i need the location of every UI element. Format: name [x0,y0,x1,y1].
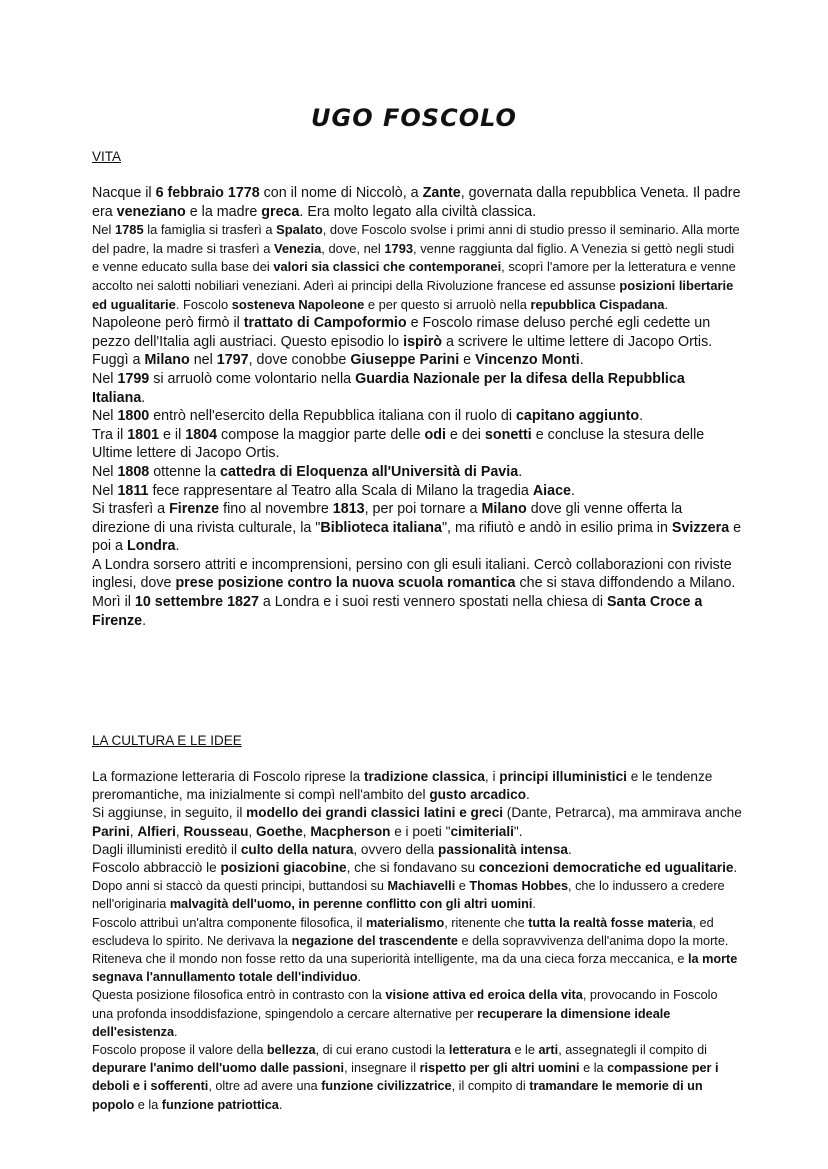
bold-text-run: 1785 [114,222,144,238]
bold-text-run: Londra [126,538,176,555]
bold-text-run: Venezia [274,240,322,256]
bold-text-run: valori sia classici che contemporanei [273,259,502,275]
bold-text-run: trattato di Campoformio [243,315,407,332]
bold-text-run: Guardia Nazionale per la difesa della Repubblica Italiana [92,370,685,406]
text-run: La formazione letteraria di Foscolo riprese la [92,769,365,784]
text-run: dove gli venne offerta la direzione di una rivista culturale, la " [92,501,683,536]
text-run: con il nome di Niccolò, a [259,185,423,201]
text-run: e le [510,1043,539,1058]
text-run: e le tendenze preromantiche, ma inizialmente si compì nell'ambito del [92,769,713,803]
text-run: ottenne la [149,463,220,480]
bold-text-run: 1797 [216,352,249,369]
bold-text-run: Vincenzo Monti [475,352,580,369]
text-run: (Dante, Petrarca), ma ammirava anche [503,805,742,821]
text-run: e [459,352,476,369]
text-run: , provocando in Foscolo una profonda insoddisfazione, spingendolo a cercare alternative per [92,988,718,1021]
text-run: . [639,408,644,425]
text-run: , assegnategli il compito di [558,1043,707,1058]
bold-text-run: modello dei grandi classici latini e greci [246,805,504,821]
bold-text-run: arti [538,1043,559,1058]
text-run: e poi a [92,519,742,555]
text-run: , scoprì l'amore per la letteratura e venne accolto nei salotti nobiliari veneziani. Aderì ai principi della Rivoluzione francese ed assunse [92,259,736,293]
bold-text-run: principi illuministici [499,769,627,784]
bold-text-run: tramandare le memorie di un popolo [92,1079,703,1112]
text-run: A Londra sorsero attriti e incomprensioni, persino con gli esuli italiani. Cercò collaborazioni con riviste inglesi, dove [92,556,732,592]
bold-text-run: 1793 [384,240,414,256]
paragraph [92,556,742,593]
bold-text-run: rispetto per gli altri uomini [419,1061,580,1076]
bold-text-run: Firenze [169,501,220,518]
bold-text-run: 1804 [185,426,218,443]
text-run: . [518,463,523,480]
bold-text-run: 1811 [117,482,149,499]
bold-text-run: Goethe [255,823,303,839]
text-run: , [302,823,311,839]
paragraph [92,314,742,351]
bold-text-run: Macpherson [310,823,391,839]
text-run: Si aggiunse, in seguito, il [92,805,247,821]
bold-text-run: Zante [422,185,461,201]
bold-text-run: compassione per i deboli e i sofferenti [92,1061,719,1094]
text-run: compose la maggior parte delle [217,426,425,443]
bold-text-run: 1799 [117,370,150,387]
text-run: . [733,860,738,876]
bold-text-run: concezioni democratiche ed ugualitarie [478,860,734,876]
text-run: e il [159,426,186,443]
bold-text-run: sosteneva Napoleone [231,296,365,312]
text-run: , il compito di [451,1079,530,1094]
text-run: Si trasferì a [92,501,170,518]
bold-text-run: bellezza [266,1043,316,1058]
text-run: . [532,897,536,912]
text-run: Tra il [92,426,128,443]
text-run: , per poi tornare a [364,501,482,518]
paragraph [92,986,742,1041]
paragraph [92,426,742,463]
bold-text-run: greca [261,203,300,220]
text-run: . [357,970,361,985]
bold-text-run: posizioni libertarie ed ugualitarie [92,277,734,312]
text-run: Nacque il [92,185,156,201]
paragraph [92,914,742,987]
text-run: . [174,1024,178,1039]
text-run: la famiglia si trasferì a [143,222,277,238]
section-heading-cultura: LA CULTURA E LE IDEE [92,733,242,748]
bold-text-run: cattedra di Eloquenza all'Università di Pavia [220,463,519,480]
text-run: , ed escludeva lo spirito. Ne derivava la [92,915,714,948]
bold-text-run: 1813 [332,501,365,518]
text-run: . [571,482,575,499]
bold-text-run: Biblioteca italiana [320,519,442,536]
bold-text-run: funzione civilizzatrice [321,1079,452,1094]
bold-text-run: passionalità intensa [438,841,568,857]
text-run: . [141,389,146,406]
text-run: . Era molto legato alla civiltà classica. [299,203,537,220]
text-run: e la madre [185,203,262,220]
bold-text-run: 1800 [117,408,150,425]
bold-text-run: Alfieri [137,823,176,839]
text-run: ", ma rifiutò e andò in esilio prima in [441,519,672,536]
text-run: ". [513,823,523,839]
bold-text-run: tutta la realtà fosse materia [528,915,693,930]
section-heading-vita: VITA [92,149,122,164]
text-run: e della sopravvivenza dell'anima dopo la morte. Riteneva che il mondo non fosse retto da una superiorità intelligente, ma da una cieca forza meccanica, e [92,933,729,967]
bold-text-run: la morte segnava l'annullamento totale dell'individuo [92,952,738,985]
paragraph [92,593,742,630]
text-run: Nel [92,370,118,387]
paragraph [92,184,742,221]
bold-text-run: funzione patriottica [161,1097,279,1112]
bold-text-run: prese posizione contro la nuova scuola romantica [175,575,516,592]
text-run: Morì il [92,594,135,611]
text-run: , [175,823,184,839]
bold-text-run: Svizzera [671,519,730,536]
bold-text-run: Spalato [276,222,323,238]
paragraph [92,370,742,407]
bold-text-run: Parini [92,823,130,839]
text-run: entrò nell'esercito della Repubblica italiana con il ruolo di [149,408,516,425]
text-run: , dove conobbe [248,352,351,369]
bold-text-run: Milano [144,352,190,369]
bold-text-run: negazione del trascendente [291,933,458,948]
bold-text-run: posizioni giacobine [220,860,347,876]
bold-text-run: depurare l'animo dell'uomo dalle passioni [92,1061,345,1076]
text-run: che si stava diffondendo a Milano. [515,575,736,592]
text-run: , venne raggiunta dal figlio. A Venezia si gettò negli studi e venne educato sulla base dei [92,240,735,275]
text-run: si arruolò come volontario nella [149,370,356,387]
text-run: , che si fondavano su [346,860,479,876]
text-run: Foscolo attribuì un'altra componente filosofica, il [92,915,366,930]
text-run: Nel [92,482,118,499]
text-run: , ritenente che [444,915,529,930]
bold-text-run: veneziano [116,203,186,220]
paragraph [92,482,742,501]
text-run: . [526,787,530,803]
text-run: Foscolo propose il valore della [92,1043,267,1058]
bold-text-run: Santa Croce a Firenze [92,594,703,629]
text-run: Dagli illuministi ereditò il [92,841,241,857]
page-title: UGO FOSCOLO [311,104,517,132]
paragraph [92,221,742,314]
paragraph [92,500,742,556]
text-run: fece rappresentare al Teatro alla Scala di Milano la tragedia [148,482,533,499]
bold-text-run: Machiavelli [387,879,456,894]
text-run: , oltre ad avere una [208,1079,322,1094]
bold-text-run: Aiace [532,482,572,499]
bold-text-run: visione attiva ed eroica della vita [385,988,583,1003]
bold-text-run: tradizione classica [364,769,485,784]
text-run: , ovvero della [353,841,439,857]
paragraph [92,407,742,426]
text-run: a Londra e i suoi resti vennero spostati nella chiesa di [258,594,608,611]
text-run: . [142,612,147,629]
text-run: , dove Foscolo svolse i primi anni di studio presso il seminario. Alla morte del padre, la madre si trasferì a [92,222,740,256]
bold-text-run: 6 febbraio 1778 [155,185,260,201]
text-run: e i poeti " [390,823,451,839]
bold-text-run: materialismo [365,915,445,930]
text-run: , i [484,769,500,784]
bold-text-run: sonetti [484,426,532,443]
text-run: fino al novembre [219,501,333,518]
text-run: nel [189,352,217,369]
text-run: Dopo anni si staccò da questi principi, buttandosi su [92,879,388,894]
section-body-cultura [92,768,742,1114]
bold-text-run: cimiteriali [450,823,514,839]
bold-text-run: culto della natura [240,841,354,857]
paragraph [92,351,742,370]
paragraph [92,859,742,877]
text-run: Nel [92,222,115,238]
bold-text-run: Milano [481,501,527,518]
text-run: Nel [92,408,118,425]
text-run: e concluse la stesura delle Ultime lettere di Jacopo Ortis. [92,426,705,462]
paragraph [92,463,742,482]
paragraph [92,804,742,840]
text-run: . Foscolo [175,296,232,312]
text-run: e la [579,1061,608,1076]
text-run: Questa posizione filosofica entrò in contrasto con la [92,988,386,1003]
bold-text-run: repubblica Cispadana [530,296,665,312]
bold-text-run: 10 settembre 1827 [134,594,259,611]
text-run: , che lo indussero a credere nell'originaria [92,879,725,912]
bold-text-run: Rousseau [183,823,249,839]
paragraph [92,1041,742,1114]
bold-text-run: Giuseppe Parini [350,352,460,369]
text-run: . [567,841,572,857]
bold-text-run: Thomas Hobbes [469,879,569,894]
text-run: , dove, nel [321,240,385,256]
bold-text-run: malvagità dell'uomo, in perenne conflitto con gli altri uomini [169,897,533,912]
bold-text-run: recuperare la dimensione ideale dell'esistenza [92,1006,671,1039]
bold-text-run: capitano aggiunto [515,408,640,425]
text-run: , [129,823,138,839]
bold-text-run: 1808 [117,463,150,480]
text-run: Fuggì a [92,352,145,369]
paragraph [92,841,742,859]
text-run: . [175,538,180,555]
text-run: Nel [92,463,118,480]
text-run: , [248,823,256,839]
paragraph [92,877,742,913]
text-run: e [455,879,470,894]
text-run: . [278,1097,283,1112]
bold-text-run: 1801 [127,426,160,443]
bold-text-run: odi [424,426,446,443]
text-run: Napoleone però firmò il [92,315,244,332]
text-run: , governata dalla repubblica Veneta. Il padre era [92,185,741,220]
bold-text-run: letteratura [448,1043,511,1058]
text-run: . [579,352,584,369]
text-run: Foscolo abbracciò le [92,860,221,876]
text-run: e dei [445,426,485,443]
text-run: . [664,296,669,312]
text-run: a scrivere le ultime lettere di Jacopo Ortis. [442,333,713,350]
text-run: , insegnare il [344,1061,420,1076]
text-run: e Foscolo rimase deluso perché egli cedette un pezzo dell'Italia agli austriaci. Questo episodio lo [92,315,711,350]
paragraph [92,768,742,804]
section-body-vita [92,184,742,630]
text-run: e per questo si arruolò nella [364,296,531,312]
bold-text-run: ispirò [403,333,443,350]
text-run: e la [134,1097,162,1112]
text-run: , di cui erano custodi la [315,1043,449,1058]
bold-text-run: gusto arcadico [429,787,527,803]
